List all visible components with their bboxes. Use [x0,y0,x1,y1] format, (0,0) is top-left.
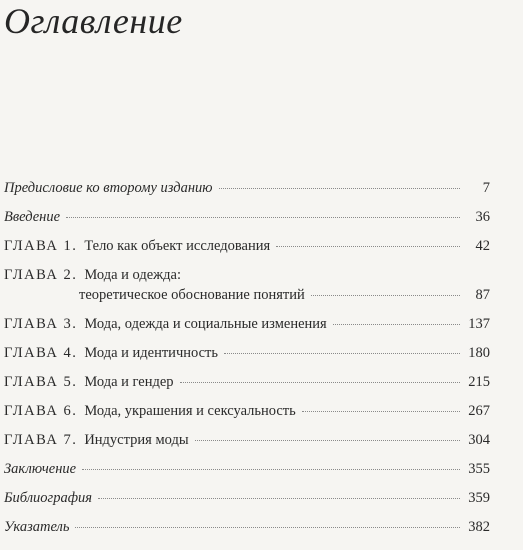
toc-entry-page: 382 [468,519,490,535]
toc-entry-introduction[interactable] [4,209,490,238]
chapter-number: ГЛАВА 6. [4,403,78,419]
chapter-number: ГЛАВА 1. [4,238,78,254]
toc-entry-page: 42 [475,238,490,254]
toc-entry-label: Предисловие ко второму изданию [4,180,213,196]
toc-entry-page: 355 [468,461,490,477]
toc-entry-page: 87 [475,287,490,303]
toc-entry-chapter-1[interactable] [4,238,490,267]
toc-entry-conclusion[interactable] [4,461,490,490]
dot-leader [66,217,460,218]
dot-leader [180,382,460,383]
chapter-title: Тело как объект исследования [84,238,271,254]
chapter-number: ГЛАВА 2. [4,267,78,283]
toc-entry-page: 36 [475,209,490,225]
toc-entry-label: Заключение [4,461,77,477]
toc-entry-page: 137 [468,316,490,332]
toc-entry-page: 267 [468,403,490,419]
chapter-number: ГЛАВА 5. [4,374,78,390]
chapter-title-continued: теоретическое обоснование понятий [79,287,305,303]
toc-entry-label: Библиография [4,490,92,506]
chapter-title: Мода и идентичность [84,345,218,361]
dot-leader [333,324,460,325]
chapter-title: Мода и одежда: [84,267,182,283]
chapter-number: ГЛАВА 4. [4,345,78,361]
toc-entry-bibliography[interactable] [4,490,490,519]
dot-leader [276,246,460,247]
chapter-number: ГЛАВА 7. [4,432,78,448]
toc-entry-preface[interactable] [4,180,490,209]
dot-leader [82,469,460,470]
chapter-title: Мода, украшения и сексуальность [84,403,296,419]
toc-entry-page: 304 [468,432,490,448]
toc-entry-page: 215 [468,374,490,390]
toc-entry-chapter-7[interactable] [4,432,490,461]
table-of-contents [4,180,490,548]
toc-entry-page: 7 [482,180,490,196]
dot-leader [195,440,460,441]
dot-leader [98,498,460,499]
chapter-title-line-2 [4,287,490,304]
toc-entry-chapter-2[interactable] [4,267,490,316]
dot-leader [219,188,460,189]
dot-leader [224,353,460,354]
toc-entry-page: 359 [468,490,490,506]
chapter-title: Мода, одежда и социальные изменения [84,316,327,332]
toc-entry-label: Указатель [4,519,70,535]
dot-leader [302,411,460,412]
chapter-title: Индустрия моды [84,432,189,448]
toc-entry-chapter-6[interactable] [4,403,490,432]
dot-leader [75,527,460,528]
dot-leader [311,295,460,296]
chapter-number: ГЛАВА 3. [4,316,78,332]
toc-entry-chapter-5[interactable] [4,374,490,403]
toc-entry-chapter-4[interactable] [4,345,490,374]
chapter-title: Мода и гендер [84,374,174,390]
toc-entry-index[interactable] [4,519,490,548]
chapter-title-line-1 [4,267,490,287]
toc-entry-label: Введение [4,209,61,225]
toc-entry-chapter-3[interactable] [4,316,490,345]
toc-entry-page: 180 [468,345,490,361]
page-title: Оглавление [4,1,183,41]
